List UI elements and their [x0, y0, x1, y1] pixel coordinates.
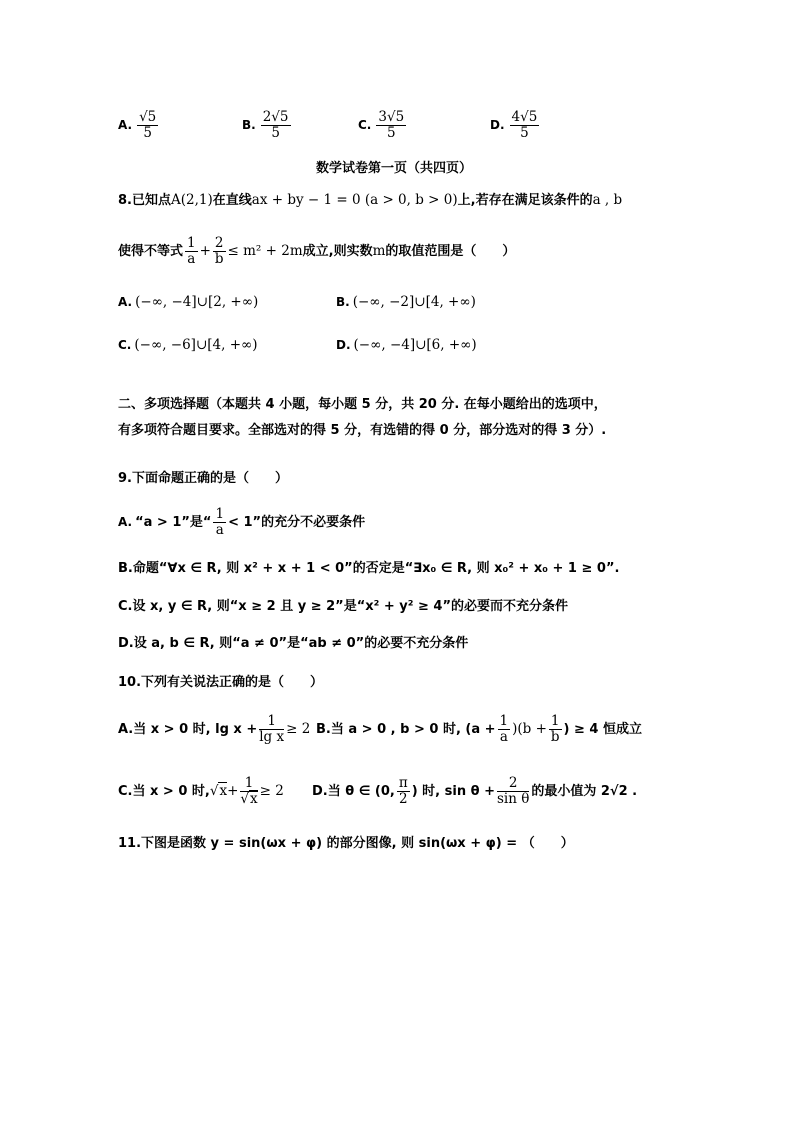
q7-option-d	[490, 110, 541, 141]
q10-option-b	[316, 712, 642, 747]
q11-stem: 11.下图是函数 y = sin(ωx + φ) 的部分图像, 则 sin(ωx + φ) = （ ）	[118, 836, 574, 851]
option-text: (−∞, −4]∪[6, +∞)	[353, 337, 477, 353]
q7-option-c	[358, 110, 408, 141]
fraction-numerator: 2	[497, 776, 529, 792]
fraction	[376, 110, 406, 141]
page-footer: 数学试卷第一页（共四页）	[316, 161, 473, 176]
option-text: (−∞, −4]∪[2, +∞)	[135, 294, 259, 310]
q8-text: 8.已知点	[118, 193, 171, 208]
fraction-numerator: π	[398, 775, 408, 791]
q8-option-c	[118, 337, 258, 353]
q8-text: 使得不等式	[118, 244, 184, 259]
fraction-denominator: 5	[143, 125, 152, 141]
option-text: )(b +	[512, 721, 547, 737]
option-text: C.当 x > 0 时,	[118, 784, 210, 799]
fraction-numerator: 4√5	[511, 109, 538, 125]
option-text: ) 时, sin θ +	[411, 784, 495, 799]
option-text: “a > 1”是“	[135, 515, 212, 530]
q9-option-c: C.设 x, y ∈ R, 则“x ≥ 2 且 y ≥ 2”是“x² + y² ≥ 4”的必要而不充分条件	[118, 599, 568, 614]
section2-heading-line2: 有多项符合题目要求。全部选对的得 5 分，有选错的得 0 分，部分选对的得 3 分）.	[118, 423, 607, 438]
fraction-denominator: 5	[520, 125, 529, 141]
q8-point: A(2,1)	[170, 192, 213, 208]
option-label: D.	[336, 338, 351, 352]
fraction-denominator: sin θ	[496, 791, 530, 807]
fraction	[261, 110, 291, 141]
q8-inequality-rhs: ≤ m² + 2m	[227, 243, 303, 259]
q8-text: 成立,则实数	[302, 244, 373, 259]
fraction-numerator: 2√5	[262, 109, 289, 125]
option-text: D.当 θ ∈ (0,	[312, 784, 395, 799]
q10-option-d	[312, 774, 637, 809]
fraction	[137, 110, 158, 141]
option-text: ) ≥ 4 恒成立	[563, 722, 642, 737]
fraction-1-over-a: $\frac{1}{a}$	[187, 235, 196, 267]
option-text: (−∞, −6]∪[4, +∞)	[134, 337, 258, 353]
fraction-denominator: 5	[271, 125, 280, 141]
q8-option-b	[336, 294, 476, 310]
q10-option-c: C.当 x > 0 时,√x+ $\frac{1}{√x}$ ≥ 2	[118, 775, 284, 807]
fraction	[510, 110, 540, 141]
fraction-1-over-lgx: $\frac{1}{\text{lg x}}$	[259, 713, 285, 745]
fraction-1-over-a: $\frac{1}{a}$	[215, 506, 225, 538]
option-label: C.	[358, 118, 372, 132]
option-label: B.	[336, 295, 350, 309]
q9-stem: 9.下面命题正确的是（ ）	[118, 471, 288, 486]
fraction-numerator: 3√5	[378, 109, 405, 125]
q7-option-a	[118, 110, 160, 141]
q7-option-b	[242, 110, 293, 141]
option-label: D.	[490, 118, 505, 132]
fraction-1-over-b: $\frac{1}{b}$	[550, 713, 560, 745]
fraction-denominator: lg x	[259, 729, 285, 745]
q8-line-equation: ax + by − 1 = 0 (a > 0, b > 0)	[251, 192, 458, 208]
option-text: (−∞, −2]∪[4, +∞)	[352, 294, 476, 310]
option-text: 的最小值为 2√2 .	[531, 784, 638, 799]
option-text: ≥ 2	[259, 783, 284, 799]
option-label: C.	[118, 338, 132, 352]
fraction-numerator: √5	[139, 109, 157, 125]
option-label: A.	[118, 295, 133, 309]
option-label: B.	[242, 118, 256, 132]
q8-stem-line1	[118, 191, 622, 210]
q8-var-m: m	[372, 243, 386, 259]
option-label: A.	[118, 118, 133, 132]
option-label: A.	[118, 515, 133, 529]
q8-option-d	[336, 337, 477, 353]
q9-option-b: B.命题“∀x ∈ R, 则 x² + x + 1 < 0”的否定是“∃x₀ ∈ R, 则 x₀² + x₀ + 1 ≥ 0”.	[118, 561, 620, 576]
q8-stem-line2: 使得不等式 $\frac{1}{a}$ + $\frac{2}{b}$ ≤ m² + 2m成立,则实数m的取值范围是（ ）	[118, 235, 516, 267]
q10-option-a	[118, 712, 310, 747]
fraction-1-over-a: $\frac{1}{a}$	[499, 713, 509, 745]
option-text: B.当 a > 0 , b > 0 时, (a +	[316, 722, 496, 737]
q8-vars: a , b	[592, 192, 623, 208]
q8-text: 上,若存在满足该条件的	[457, 193, 593, 208]
q8-option-a	[118, 294, 258, 310]
fraction-1-over-sqrt-x: $\frac{1}{√x}$	[240, 775, 258, 807]
option-text: ≥ 2	[286, 721, 311, 737]
q10-stem: 10.下列有关说法正确的是（ ）	[118, 675, 324, 690]
fraction-2-over-b: $\frac{2}{b}$	[214, 235, 224, 267]
q9-option-a	[118, 506, 365, 539]
option-text: A.当 x > 0 时, lg x +	[118, 722, 258, 737]
sqrt-x: √x	[209, 783, 228, 799]
section2-heading-line1: 二、多项选择题（本题共 4 小题，每小题 5 分，共 20 分. 在每小题给出的选项中，	[118, 397, 607, 412]
option-text: < 1”的充分不必要条件	[228, 515, 366, 530]
q8-text: 的取值范围是（ ）	[385, 244, 516, 259]
fraction-pi-over-2: $\frac{\pi}{2}$	[398, 775, 408, 807]
q8-text: 在直线	[212, 193, 252, 208]
q9-option-d: D.设 a, b ∈ R, 则“a ≠ 0”是“ab ≠ 0”的必要不充分条件	[118, 636, 469, 651]
fraction-2-over-sin	[497, 776, 529, 807]
fraction-denominator: 5	[386, 125, 396, 141]
